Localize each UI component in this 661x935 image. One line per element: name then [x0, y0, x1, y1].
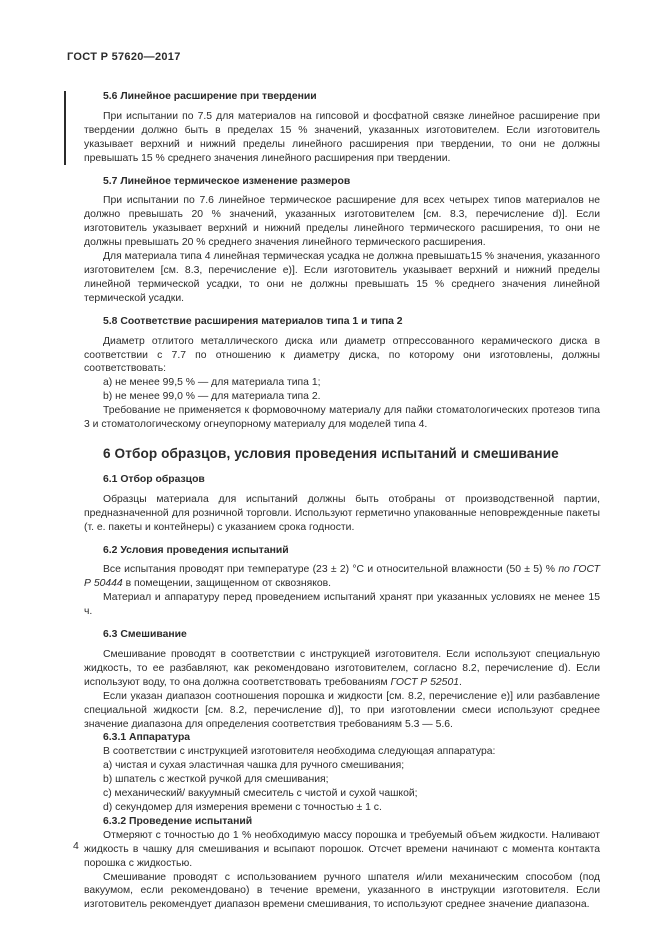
- section-6-3-1-paragraph: В соответствии с инструкцией изготовителя необходима следующая аппаратура:: [103, 746, 496, 758]
- text-run: в помещении, защищенном от сквозняков.: [122, 578, 332, 590]
- section-6-3: [84, 628, 600, 731]
- section-6-3-paragraph-2: Если указан диапазон соотношения порошка и жидкости [см. 8.2, перечисление e)] или разбавление специальной жидкости [см. 8.2, перечисление d)], то при изготовлении смеси используют среднее значение диапазона для определения соответствия требованиям 5.3 — 5.6.: [84, 690, 600, 730]
- section-6-3-2-heading: 6.3.2 Проведение испытаний: [103, 815, 253, 827]
- document-body: [84, 88, 600, 912]
- section-6: [84, 446, 600, 462]
- section-5-8-list-item-a: a) не менее 99,5 % — для материала типа 1;: [103, 377, 321, 389]
- section-6-3-1: [84, 731, 600, 814]
- text-run: Все испытания проводят при температуре (23 ± 2) °С и относительной влажности (50 ± 5) %: [103, 564, 559, 576]
- section-6-3-2-paragraph-2: Смешивание проводят с использованием ручного шпателя и/или механическим способом (под вакуумом, если рекомендовано) в течение времени, указанного в инструкции изготовителя. Если изготовитель рекомендует диапазон времени смешивания, то используют среднее значение диапазона.: [84, 871, 600, 911]
- section-6-2-paragraph-2: Материал и аппаратуру перед проведением испытаний хранят при указанных условиях не менее 15 ч.: [84, 592, 600, 618]
- text-run: .: [459, 676, 462, 688]
- running-header: ГОСТ Р 57620—2017: [67, 51, 181, 63]
- section-5-6-paragraph: При испытании по 7.5 для материалов на гипсовой и фосфатной связке линейное расширение при твердении должно быть в пределах 15 % значений, указанных изготовителем. Если изготовитель указывает верхний и нижний пределы линейного расширения при твердении, то они не должны превышать 15 % среднего значения линейного расширения при твердении.: [84, 110, 600, 164]
- section-6-3-1-list-item-c: c) механический/ вакуумный смеситель с чистой и сухой чашкой;: [103, 788, 418, 800]
- section-5-8-heading: 5.8 Соответствие расширения материалов типа 1 и типа 2: [103, 315, 403, 327]
- section-5-8-paragraph-1: Диаметр отлитого металлического диска или диаметр отпрессованного керамического диска в соответствии с 7.7 по отношению к диаметру диска, по которому они изготовлены, должны соответствовать:: [84, 335, 600, 375]
- section-6-1: [84, 473, 600, 535]
- section-6-3-2-paragraph-1: Отмеряют с точностью до 1 % необходимую массу порошка и требуемый объем жидкости. Наливают жидкость в чашку для смешивания и всыпают порошок. Отсчет времени начинают с момента контакта порошка с жидкостью.: [84, 829, 600, 869]
- section-6-3-1-heading: 6.3.1 Аппаратура: [103, 732, 191, 744]
- section-6-3-heading: 6.3 Смешивание: [103, 629, 187, 641]
- change-bar: [64, 91, 66, 165]
- section-6-2-paragraph-1: [84, 563, 600, 591]
- section-6-2: [84, 544, 600, 620]
- gost-reference: ГОСТ Р 52501: [390, 676, 460, 688]
- section-5-7-paragraph-1: При испытании по 7.6 линейное термическое расширение для всех четырех типов материалов не должно превышать 20 % значений, указанных изготовителем [см. 8.3, перечисление d)]. Если изготовитель указывает верхний и нижний пределы линейного термического расширения, то они не должны превышать 20 % среднего значения линейного термического расширения.: [84, 195, 600, 249]
- section-5-7-heading: 5.7 Линейное термическое изменение размеров: [103, 175, 351, 187]
- section-6-1-heading: 6.1 Отбор образцов: [103, 473, 205, 485]
- section-5-8: [84, 315, 600, 432]
- section-6-3-1-list-item-b: b) шпатель с жесткой ручкой для смешивания;: [103, 774, 329, 786]
- gost-reference: по ГОСТ Р 50444: [84, 564, 600, 590]
- section-6-3-2: [84, 815, 600, 912]
- section-5-7: [84, 175, 600, 306]
- text-run: Смешивание проводят в соответствии с инструкцией изготовителя. Если используют специальную жидкость, то ее разбавляют, как рекомендовано изготовителем, согласно 8.2, перечисление d). Если используют воду, то она должна соответствовать требованиям: [84, 649, 600, 688]
- section-6-2-heading: 6.2 Условия проведения испытаний: [103, 544, 289, 556]
- section-5-8-paragraph-2: Требование не применяется к формовочному материалу для пайки стоматологических протезов типа 3 и стоматологическому огнеупорному материалу для моделей типа 4.: [84, 405, 600, 431]
- page-number: 4: [73, 841, 79, 852]
- section-5-8-list-item-b: b) не менее 99,0 % — для материала типа 2.: [103, 391, 321, 403]
- section-5-7-paragraph-2: Для материала типа 4 линейная термическая усадка не должна превышать15 % значения, указанного изготовителем [см. 8.3, перечисление e)]. Если изготовитель указывает верхний и нижний пределы линейной термической усадки, то они не должны превышать 15 % среднего значения линейной термической усадки.: [84, 251, 600, 304]
- section-6-1-paragraph: Образцы материала для испытаний должны быть отобраны от производственной партии, предназначенной для розничной торговли. Используют герметично упакованные неповрежденные пакеты (т. е. пакеты и контейнеры) с указанием срока годности.: [84, 493, 600, 533]
- section-6-3-paragraph-1: [84, 648, 600, 690]
- section-6-3-1-list-item-d: d) секундомер для измерения времени с точностью ± 1 с.: [103, 801, 382, 813]
- section-6-heading: 6 Отбор образцов, условия проведения испытаний и смешивание: [103, 445, 559, 461]
- section-5-6-heading: 5.6 Линейное расширение при твердении: [103, 91, 317, 102]
- section-5-6: [84, 90, 600, 166]
- section-6-3-1-list-item-a: a) чистая и сухая эластичная чашка для ручного смешивания;: [103, 760, 405, 772]
